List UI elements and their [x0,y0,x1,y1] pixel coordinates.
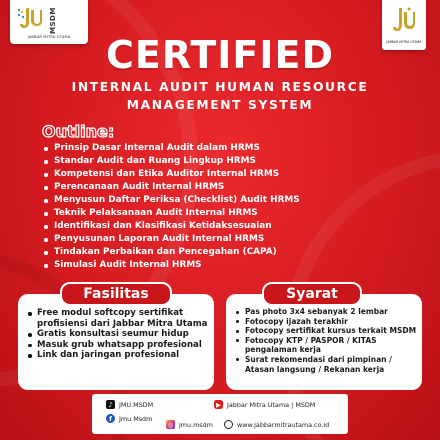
syarat-box [226,294,422,390]
outline-list [44,142,300,272]
syarat-list [236,307,418,374]
logo-subname: JABBAR MITRA UTAMA [386,40,422,44]
tiktok-icon: ♪ [106,400,115,409]
outline-item: Simulasi Audit Internal HRMS [44,259,300,272]
outline-item: Perencanaan Audit Internal HRMS [44,181,300,194]
contact-website-label: www.jabbarmitrautama.co.id [237,420,330,429]
contact-instagram-label: jmu.msdm [179,420,213,429]
contact-youtube-label: Jabbar Mitra Utama | MSDM [227,400,316,409]
contact-youtube[interactable] [214,400,315,409]
subtitle-line: INTERNAL AUDIT HUMAN RESOURCE [71,80,369,94]
outline-item: Standar Audit dan Ruang Lingkup HRMS [44,155,300,168]
contact-tiktok[interactable] [106,400,153,409]
contact-instagram[interactable] [166,420,213,429]
youtube-icon: ▶ [216,400,221,409]
contact-footer [92,394,348,434]
fasilitas-item: Free modul softcopy sertifikat profisiensi dari Jabbar Mitra Utama [28,308,208,329]
msdm-logo-mark-icon [16,6,44,32]
outline-item: Prinsip Dasar Internal Audit dalam HRMS [44,142,300,155]
outline-item: Kompetensi dan Etika Auditor Internal HRMS [44,168,300,181]
outline-item: Penyusunan Laporan Audit Internal HRMS [44,233,300,246]
logo-name: MSDM [49,7,57,35]
syarat-item: Fotocopy KTP / PASPOR / KITAS pengalaman kerja [236,336,418,355]
fasilitas-heading: Fasilitas [60,282,172,306]
outline-item: Teknik Pelaksanaan Audit Internal HRMS [44,207,300,220]
outline-item: Tindakan Perbaikan dan Pencegahan (CAPA) [44,246,300,259]
instagram-icon: ◎ [167,420,174,429]
outline-heading: Outline: [42,122,115,141]
subtitle-line: MANAGEMENT SYSTEM [126,98,314,112]
syarat-item: Fotocopy ijazah terakhir [236,317,418,327]
outline-item: Identifikasi dan Klasifikasi Ketidaksesuaian [44,220,300,233]
contact-tiktok-label: JMU.MSDM [119,400,154,409]
fasilitas-item: Masuk grub whatsapp profesional [28,340,208,351]
contact-website[interactable] [224,420,329,429]
fasilitas-item: Gratis konsultasi seumur hidup [28,329,208,340]
syarat-item: Fotocopy sertifikat kursus terkait MSDM [236,326,418,336]
page-title: CERTIFIED [105,33,335,77]
contact-facebook-label: Jmu Msdm [119,414,153,423]
globe-icon [224,420,233,429]
fasilitas-box [18,294,214,390]
page-subtitle [30,78,410,114]
jmu-logo-mark-icon [392,6,416,34]
contact-facebook[interactable] [106,414,152,423]
fasilitas-item: Link dan jaringan profesional [28,350,208,361]
outline-item: Menyusun Daftar Periksa (Checklist) Audit HRMS [44,194,300,207]
syarat-item: Pas photo 3x4 sebanyak 2 lembar [236,307,418,317]
syarat-item: Surat rekomendasi dari pimpinan / Atasan langsung / Rekanan kerja [236,355,418,374]
logo-subname: JABBAR MITRA UTAMA [27,35,71,39]
facebook-icon: f [106,414,115,423]
fasilitas-list [28,308,208,361]
syarat-heading: Syarat [262,282,362,306]
